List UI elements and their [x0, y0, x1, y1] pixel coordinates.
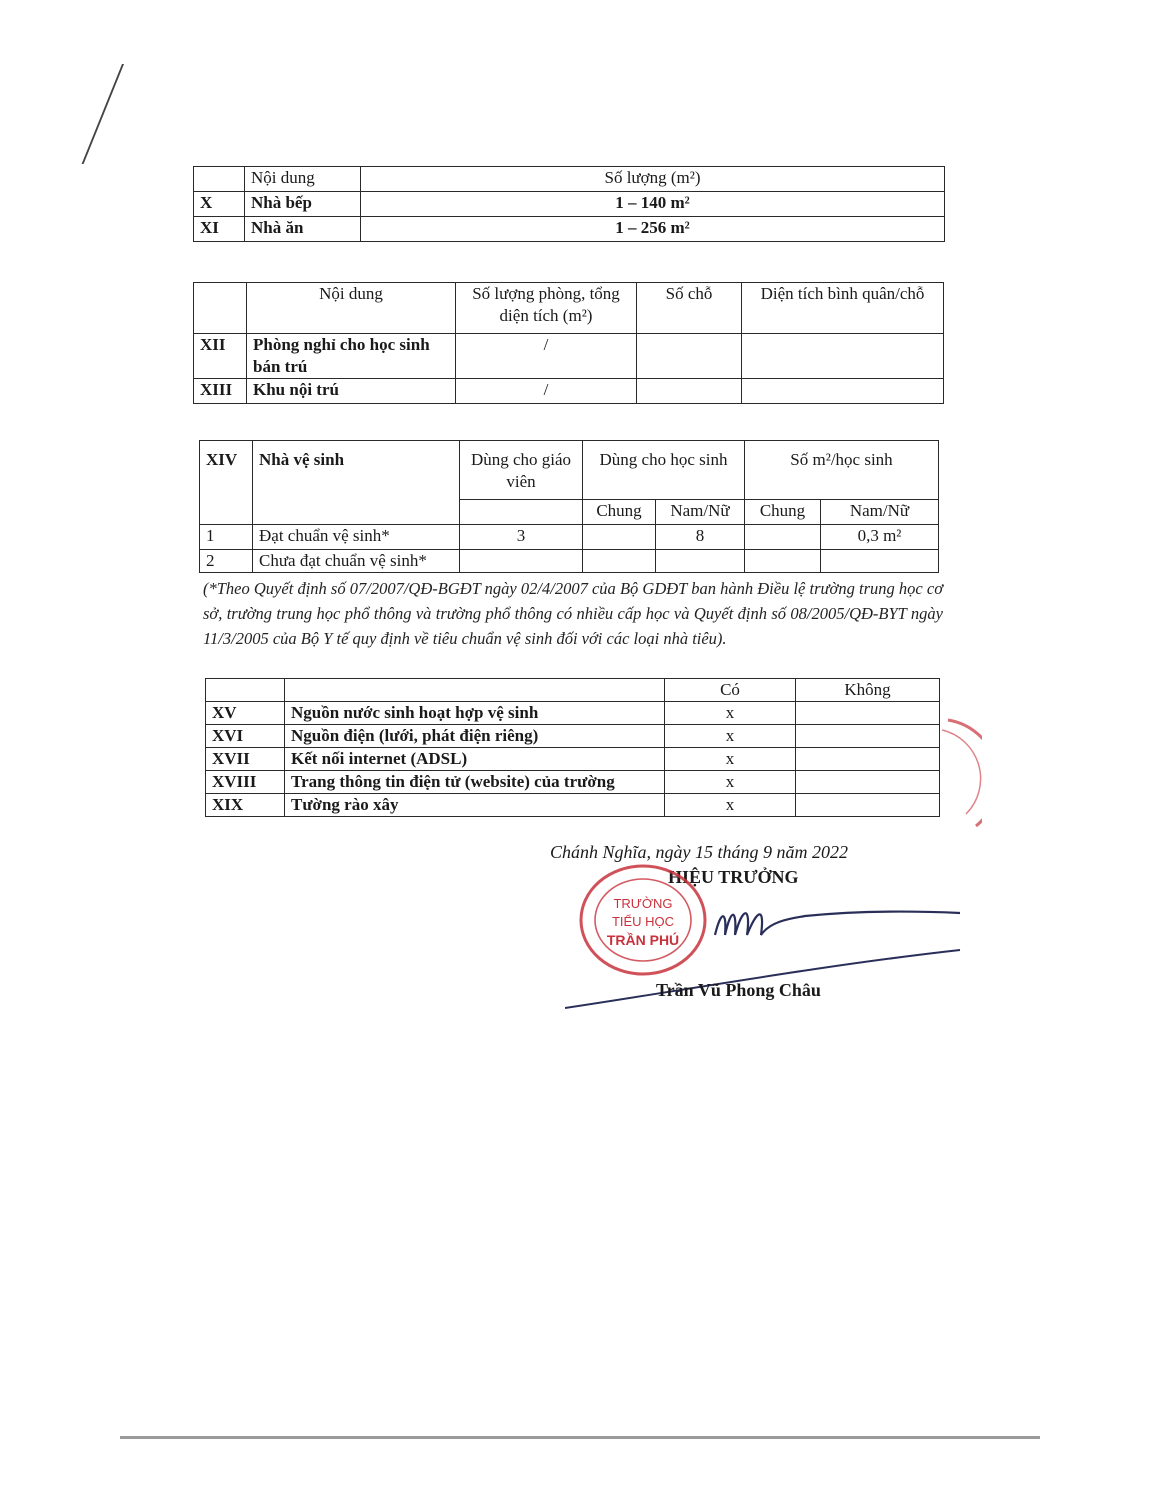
row-number: XVI: [206, 725, 285, 748]
row-value: [637, 379, 742, 404]
row-value: 1 – 256 m²: [361, 217, 945, 242]
row-value: [796, 748, 940, 771]
row-value: 1 – 140 m²: [361, 192, 945, 217]
row-value: [742, 379, 944, 404]
row-number: XIV: [200, 441, 253, 525]
row-label: Tường rào xây: [285, 794, 665, 817]
row-label: Nhà ăn: [245, 217, 361, 242]
table-row: [206, 771, 940, 794]
row-number: X: [194, 192, 245, 217]
row-value: [745, 525, 821, 550]
table-row: [200, 525, 939, 550]
footnote: (*Theo Quyết định số 07/2007/QĐ-BGĐT ngày 02/4/2007 của Bộ GDĐT ban hành Điều lệ trường trung học cơ sở, trường trung học phổ thông và trường phổ thông có nhiều cấp học và Quyết định số 08/2005/QĐ-BYT ngày 11/3/2005 của Bộ Y tế quy định về tiêu chuẩn vệ sinh đối với các loại nhà tiêu).: [203, 579, 943, 648]
row-value: x: [665, 748, 796, 771]
row-label: Chưa đạt chuẩn vệ sinh*: [253, 550, 460, 573]
row-number: XVII: [206, 748, 285, 771]
table-header-cell: Số lượng (m²): [361, 167, 945, 192]
row-value: [796, 725, 940, 748]
place-date: Chánh Nghĩa, ngày 15 tháng 9 năm 2022: [550, 842, 849, 862]
seal-line-1: TRƯỜNG: [613, 896, 673, 911]
row-label: Kết nối internet (ADSL): [285, 748, 665, 771]
table-row: [194, 167, 945, 192]
row-number: XV: [206, 702, 285, 725]
row-value: [583, 550, 656, 573]
row-value: [583, 525, 656, 550]
table-row: [206, 679, 940, 702]
seal-line-3: TRẦN PHÚ: [606, 932, 680, 948]
page-edge-left: [82, 64, 162, 164]
row-number: XI: [194, 217, 245, 242]
table-row: [194, 379, 944, 404]
section-title: Nhà vệ sinh: [253, 441, 460, 525]
table-header-cell: Dùng cho giáo viên: [460, 441, 583, 500]
signer-title: HIỆU TRƯỞNG: [668, 867, 799, 887]
table-row: [194, 283, 944, 334]
table-row: [194, 334, 944, 379]
table-header-cell: Nội dung: [245, 167, 361, 192]
table-header-cell: Chung: [583, 500, 656, 525]
row-number: XIII: [194, 379, 247, 404]
page-edge-bottom: [120, 1436, 1040, 1439]
canteen-table: [193, 166, 945, 242]
table-row: [200, 441, 939, 500]
table-header-cell: Số chỗ: [637, 283, 742, 334]
toilet-table: [199, 440, 939, 573]
facilities-table: [205, 678, 940, 817]
row-label: Đạt chuẩn vệ sinh*: [253, 525, 460, 550]
table-row: [200, 550, 939, 573]
row-value: /: [456, 379, 637, 404]
table-cell: [460, 500, 583, 525]
table-header-cell: Số m²/học sinh: [745, 441, 939, 500]
table-header-cell: Diện tích bình quân/chỗ: [742, 283, 944, 334]
row-label: Trang thông tin điện tử (website) của trường: [285, 771, 665, 794]
row-value: [656, 550, 745, 573]
table-header-cell: Nam/Nữ: [821, 500, 939, 525]
table-header-cell: Có: [665, 679, 796, 702]
row-label: Phòng nghỉ cho học sinh bán trú: [247, 334, 456, 379]
row-number: XII: [194, 334, 247, 379]
row-number: 1: [200, 525, 253, 550]
row-value: 0,3 m²: [821, 525, 939, 550]
row-value: [742, 334, 944, 379]
row-value: [796, 771, 940, 794]
row-value: 8: [656, 525, 745, 550]
table-row: [194, 217, 945, 242]
signer-name: Trần Vũ Phong Châu: [656, 980, 821, 1000]
row-label: Nguồn nước sinh hoạt hợp vệ sinh: [285, 702, 665, 725]
table-row: [206, 702, 940, 725]
table-cell: [194, 167, 245, 192]
table-cell: [206, 679, 285, 702]
table-row: [194, 192, 945, 217]
row-value: x: [665, 725, 796, 748]
row-value: [745, 550, 821, 573]
row-value: [796, 702, 940, 725]
row-value: [821, 550, 939, 573]
row-number: XIX: [206, 794, 285, 817]
side-seal-fragment: [942, 716, 982, 831]
table-header-cell: Nội dung: [247, 283, 456, 334]
table-cell: [285, 679, 665, 702]
table-row: [206, 794, 940, 817]
row-value: 3: [460, 525, 583, 550]
row-label: Khu nội trú: [247, 379, 456, 404]
row-number: XVIII: [206, 771, 285, 794]
row-value: /: [456, 334, 637, 379]
row-value: x: [665, 794, 796, 817]
table-cell: [194, 283, 247, 334]
table-header-cell: Chung: [745, 500, 821, 525]
row-value: x: [665, 702, 796, 725]
table-header-cell: Không: [796, 679, 940, 702]
boarding-table: [193, 282, 944, 404]
row-value: [460, 550, 583, 573]
row-number: 2: [200, 550, 253, 573]
table-header-cell: Số lượng phòng, tổng diện tích (m²): [456, 283, 637, 334]
row-value: [637, 334, 742, 379]
table-row: [206, 748, 940, 771]
table-header-cell: Dùng cho học sinh: [583, 441, 745, 500]
table-header-cell: Nam/Nữ: [656, 500, 745, 525]
table-row: [206, 725, 940, 748]
seal-line-2: TIỂU HỌC: [611, 914, 675, 929]
row-value: [796, 794, 940, 817]
row-label: Nguồn điện (lưới, phát điện riêng): [285, 725, 665, 748]
row-value: x: [665, 771, 796, 794]
row-label: Nhà bếp: [245, 192, 361, 217]
